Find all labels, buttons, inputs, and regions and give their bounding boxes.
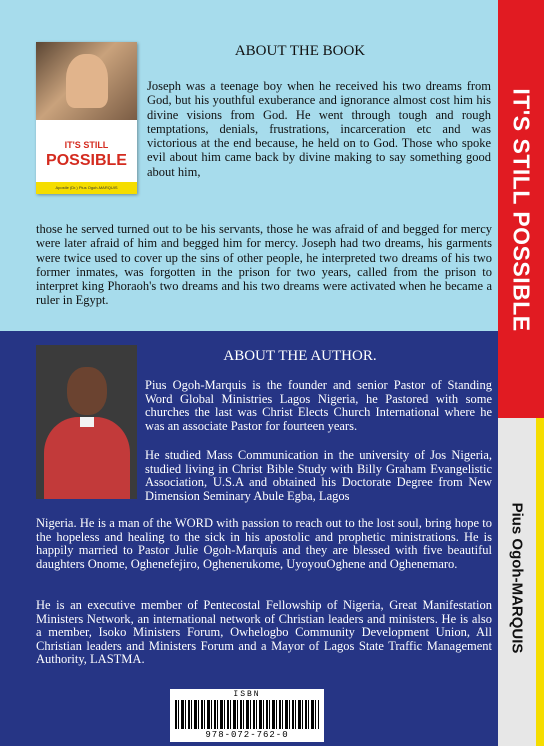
thumbnail-title-line2: POSSIBLE [46, 152, 127, 169]
spine-yellow-strip [536, 418, 544, 746]
author-paragraph-1: Pius Ogoh-Marquis is the founder and senior Pastor of Standing Word Global Ministries Lagos Nigeria, he Pastored with some churches the last was Christ Elects Church International where he was an associate Pastor for fourteen years. [145, 378, 492, 433]
praying-hands-icon [66, 54, 108, 108]
about-book-paragraph-bottom: those he served turned out to be his servants, those he was afraid of and begged for mercy were later afraid of him and begged him for mercy. Joseph had two dreams, his garments were twice used to cover up the sins of other people, he interpreted two dreams of his two former inmates, was forgotten in the prison for two years, called from the prison to interpret king Phoraoh's two dreams and his two dreams were activated when he became a ruler in Egypt. [36, 222, 492, 308]
about-author-heading: ABOUT THE AUTHOR. [223, 348, 377, 364]
isbn-barcode [170, 689, 324, 742]
about-book-paragraph-top: Joseph was a teenage boy when he received his two dreams from God, but his youthful exuberance and ignorance almost cost him his divine visions from God. He went through tough and rough temptations, denials, frustrations, incarceration etc and was victorious at the end because, he held on to God. Those who spoke evil about him came back by divine making to say something good about him, [147, 79, 491, 179]
about-book-heading: ABOUT THE BOOK [234, 43, 366, 59]
isbn-number: 978-072-762-0 [205, 730, 289, 740]
author-face [67, 367, 107, 415]
book-cover-thumbnail [36, 42, 137, 194]
spine-title: IT'S STILL POSSIBLE [508, 88, 535, 332]
author-robe [44, 417, 130, 499]
author-paragraph-3: Nigeria. He is a man of the WORD with passion to reach out to the lost soul, bring hope to the hopeless and healing to the sick in his apostolic and prophetic ministrations. He is happily married to Pastor Julie Ogoh-Marquis and they are blessed with five beautiful daughters Onome, Oghenefejiro, Oghenerukome, UyoyouOghene and Oghenemaro. [36, 516, 492, 571]
author-collar [80, 417, 94, 427]
barcode-bars [175, 700, 319, 729]
spine-author: Pius Ogoh-MARQUIS [508, 502, 526, 654]
author-paragraph-2: He studied Mass Communication in the university of Jos Nigeria, studied living in Christ Bible Study with Billy Graham Evangelistic Association, U.S.A and obtained his Doctorate Degree from New Dimension Seminary Abule Egba, Lagos [145, 448, 492, 503]
thumbnail-footer: Apostle (Dr.) Pius Ogoh-MARQUIS [36, 182, 137, 194]
thumbnail-title-line1: IT'S STILL [64, 140, 109, 150]
author-photo [36, 345, 137, 499]
isbn-label: ISBN [233, 690, 261, 699]
author-paragraph-4: He is an executive member of Pentecostal Fellowship of Nigeria, Great Manifestation Ministers Network, an international network of Christian leaders and ministers. He is also a member, Isoko Ministers Forum, Owhelogbo Community Development Union, All Christian leaders and Ministers Forum and a Mayor of Lagos State Traffic Management Authority, LASTMA. [36, 598, 492, 667]
